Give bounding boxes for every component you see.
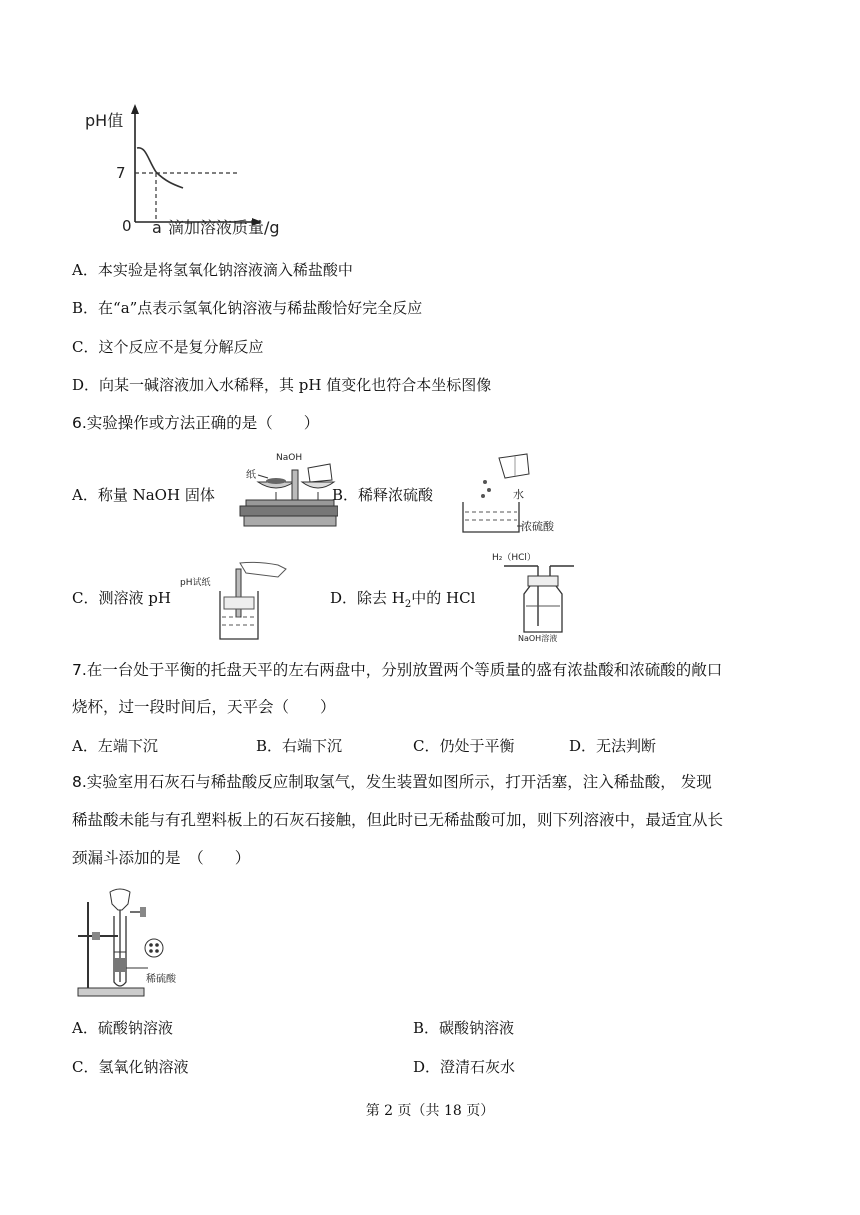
q6-option-b: B．稀释浓硫酸 bbox=[332, 486, 434, 504]
dilution-figure bbox=[455, 450, 555, 540]
balance-figure bbox=[238, 450, 338, 532]
graph-x-label: 滴加溶液质量/g bbox=[168, 218, 280, 237]
q6-option-d bbox=[330, 588, 475, 615]
q5-option-b: B．在“a”点表示氢氧化钠溶液与稀盐酸恰好完全反应 bbox=[72, 299, 423, 317]
ph-test-figure bbox=[178, 555, 293, 643]
q8-stem-line2: 稀盐酸未能与有孔塑料板上的石灰石接触，但此时已无稀盐酸可加，则下列溶液中，最适宜从长 bbox=[72, 811, 724, 829]
q7-stem-line2: 烧杯，过一段时间后，天平会（ ） bbox=[72, 698, 336, 716]
q8-option-b: B．碳酸钠溶液 bbox=[413, 1019, 515, 1037]
fig-gas-label: H₂（HCl） bbox=[492, 553, 536, 563]
graph-origin: 0 bbox=[122, 217, 132, 235]
q6-option-d-sub: 2 bbox=[404, 599, 412, 610]
fig-ph-paper-label: pH试纸 bbox=[180, 578, 211, 588]
q7-option-a: A．左端下沉 bbox=[72, 737, 158, 755]
q8-option-d: D．澄清石灰水 bbox=[413, 1058, 516, 1076]
q6-option-d-pre: D．除去 H bbox=[330, 589, 405, 607]
fig-acid-label: 浓硫酸 bbox=[521, 520, 554, 533]
q8-option-a: A．硫酸钠溶液 bbox=[72, 1019, 173, 1037]
q6-option-c: C．测溶液 pH bbox=[72, 589, 171, 607]
graph-y-label: pH值 bbox=[85, 111, 124, 130]
q6-option-a: A．称量 NaOH 固体 bbox=[72, 486, 215, 504]
q5-option-c: C．这个反应不是复分解反应 bbox=[72, 338, 264, 356]
q7-option-b: B．右端下沉 bbox=[256, 737, 343, 755]
q6-stem: 6.实验操作或方法正确的是（ ） bbox=[72, 414, 320, 432]
q7-option-d: D．无法判断 bbox=[569, 737, 657, 755]
fig-paper-label: 纸 bbox=[246, 470, 256, 481]
graph-y-tick: 7 bbox=[116, 164, 126, 182]
fig-dilute-acid-label: 稀硫酸 bbox=[146, 974, 176, 985]
fig-naoh-label: NaOH bbox=[276, 453, 303, 463]
gas-generator-figure bbox=[74, 882, 194, 1002]
q8-stem-line3: 颈漏斗添加的是 （ ） bbox=[72, 849, 251, 867]
q8-option-c: C．氢氧化钠溶液 bbox=[72, 1058, 189, 1076]
fig-water-label: 水 bbox=[513, 488, 524, 501]
fig-naoh-solution-label: NaOH溶液 bbox=[518, 634, 558, 643]
q6-option-d-post: 中的 HCl bbox=[411, 589, 476, 607]
page-footer: 第 2 页（共 18 页） bbox=[365, 1103, 495, 1119]
graph-x-tick: a bbox=[152, 218, 162, 237]
q8-stem-line1: 8.实验室用石灰石与稀盐酸反应制取氢气，发生装置如图所示，打开活塞，注入稀盐酸， 发现 bbox=[72, 773, 712, 791]
ph-graph bbox=[80, 100, 300, 240]
q5-option-d: D．向某一碱溶液加入水稀释，其 pH 值变化也符合本坐标图像 bbox=[72, 376, 492, 394]
q7-option-c: C．仍处于平衡 bbox=[413, 737, 515, 755]
gas-bottle-figure bbox=[490, 548, 580, 643]
q7-stem-line1: 7.在一台处于平衡的托盘天平的左右两盘中，分别放置两个等质量的盛有浓盐酸和浓硫酸的敞口 bbox=[72, 661, 723, 679]
q5-option-a: A．本实验是将氢氧化钠溶液滴入稀盐酸中 bbox=[72, 261, 353, 279]
